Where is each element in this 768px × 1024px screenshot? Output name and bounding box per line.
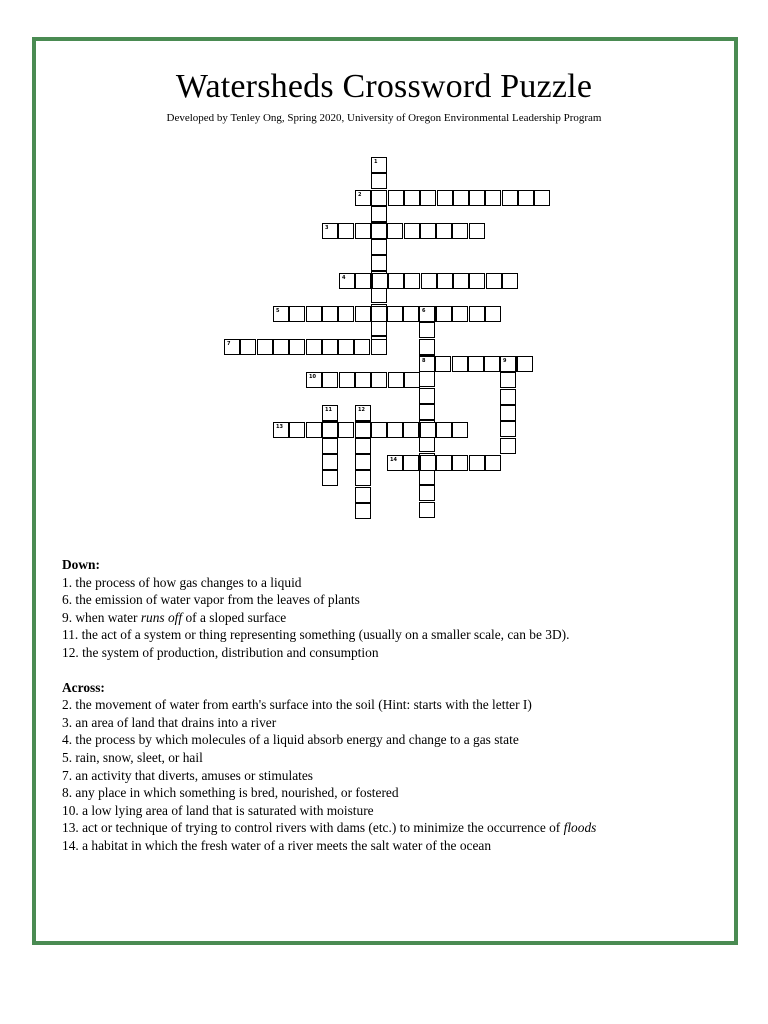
crossword-cell[interactable] <box>355 223 371 239</box>
crossword-cell[interactable] <box>371 422 387 438</box>
crossword-cell[interactable] <box>419 502 435 518</box>
crossword-cell[interactable] <box>500 421 516 437</box>
down-clue-list <box>62 574 722 662</box>
crossword-cell[interactable] <box>436 455 452 471</box>
crossword-cell[interactable] <box>437 190 453 206</box>
crossword-cell[interactable] <box>485 306 501 322</box>
clues-section <box>62 556 722 855</box>
crossword-cell[interactable] <box>436 223 452 239</box>
crossword-cell[interactable] <box>452 306 468 322</box>
crossword-cell[interactable] <box>289 306 305 322</box>
crossword-cell[interactable] <box>224 339 240 355</box>
clue-number: 10 <box>309 374 316 380</box>
crossword-cell[interactable] <box>273 339 289 355</box>
crossword-cell[interactable] <box>419 485 435 501</box>
clue-number: 6 <box>422 308 426 314</box>
down-clue: 1. the process of how gas changes to a liquid <box>62 574 302 590</box>
crossword-cell[interactable] <box>289 339 305 355</box>
crossword-cell[interactable] <box>338 422 354 438</box>
across-heading: Across: <box>62 679 105 695</box>
crossword-cell[interactable] <box>371 239 387 255</box>
crossword-cell[interactable] <box>468 356 484 372</box>
crossword-cell[interactable] <box>485 455 501 471</box>
crossword-cell[interactable] <box>355 306 371 322</box>
crossword-cell[interactable] <box>388 372 404 388</box>
crossword-cell[interactable] <box>403 422 419 438</box>
crossword-cell[interactable] <box>306 339 322 355</box>
crossword-cell[interactable] <box>273 422 289 438</box>
crossword-cell[interactable] <box>338 223 354 239</box>
crossword-cell[interactable] <box>322 339 338 355</box>
crossword-cell[interactable] <box>452 422 468 438</box>
crossword-cell[interactable] <box>485 190 501 206</box>
clue-number: 4 <box>342 275 346 281</box>
crossword-cell[interactable] <box>436 422 452 438</box>
across-clue: 13. act or technique of trying to control rivers with dams (etc.) to minimize the occurrence of floods <box>62 820 597 836</box>
crossword-cell[interactable] <box>469 190 485 206</box>
crossword-cell[interactable] <box>355 454 371 470</box>
crossword-cell[interactable] <box>500 405 516 421</box>
crossword-cell[interactable] <box>452 356 468 372</box>
crossword-cell[interactable] <box>419 322 435 338</box>
clue-number: 1 <box>374 159 378 165</box>
crossword-cell[interactable] <box>371 190 387 206</box>
crossword-cell[interactable] <box>404 190 420 206</box>
crossword-cell[interactable] <box>419 356 435 372</box>
crossword-cell[interactable] <box>469 306 485 322</box>
crossword-cell[interactable] <box>322 422 338 438</box>
crossword-cell[interactable] <box>371 320 387 336</box>
crossword-cell[interactable] <box>322 454 338 470</box>
crossword-cell[interactable] <box>419 371 435 387</box>
crossword-cell[interactable] <box>355 273 371 289</box>
clue-number: 7 <box>227 341 231 347</box>
crossword-cell[interactable] <box>518 190 534 206</box>
crossword-cell[interactable] <box>371 255 387 271</box>
crossword-cell[interactable] <box>322 405 338 421</box>
down-clue: 6. the emission of water vapor from the leaves of plants <box>62 592 360 608</box>
across-clue-list <box>62 696 722 854</box>
crossword-cell[interactable] <box>355 190 371 206</box>
crossword-cell[interactable] <box>306 306 322 322</box>
clue-number: 13 <box>276 424 283 430</box>
crossword-cell[interactable] <box>419 306 435 322</box>
crossword-cell[interactable] <box>419 339 435 355</box>
crossword-cell[interactable] <box>289 422 305 438</box>
crossword-cell[interactable] <box>502 273 518 289</box>
across-clue: 14. a habitat in which the fresh water of a river meets the salt water of the ocean <box>62 837 492 853</box>
crossword-cell[interactable] <box>387 306 403 322</box>
crossword-cell[interactable] <box>322 470 338 486</box>
crossword-cell[interactable] <box>453 190 469 206</box>
across-clue: 10. a low lying area of land that is saturated with moisture <box>62 802 374 818</box>
across-clue: 3. an area of land that drains into a river <box>62 714 277 730</box>
crossword-cell[interactable] <box>469 223 485 239</box>
down-clue: 11. the act of a system or thing representing something (usually on a smaller scale, can be 3D). <box>62 627 570 643</box>
crossword-cell[interactable] <box>257 339 273 355</box>
crossword-cell[interactable] <box>403 455 419 471</box>
crossword-cell[interactable] <box>355 438 371 454</box>
crossword-cell[interactable] <box>484 356 500 372</box>
crossword-cell[interactable] <box>355 372 371 388</box>
clue-number: 11 <box>325 407 332 413</box>
crossword-cell[interactable] <box>371 206 387 222</box>
crossword-cell[interactable] <box>387 422 403 438</box>
page-subtitle: Developed by Tenley Ong, Spring 2020, University of Oregon Environmental Leadership Program <box>166 112 602 124</box>
crossword-cell[interactable] <box>339 273 355 289</box>
crossword-cell[interactable] <box>371 223 387 239</box>
crossword-cell[interactable] <box>452 223 468 239</box>
crossword-cell[interactable] <box>322 438 338 454</box>
crossword-cell[interactable] <box>500 389 516 405</box>
crossword-cell[interactable] <box>403 306 419 322</box>
crossword-cell[interactable] <box>419 469 435 485</box>
crossword-cell[interactable] <box>500 356 516 372</box>
crossword-cell[interactable] <box>436 306 452 322</box>
crossword-cell[interactable] <box>371 372 387 388</box>
clue-number: 3 <box>325 225 329 231</box>
clue-number: 2 <box>358 192 362 198</box>
crossword-cell[interactable] <box>371 173 387 189</box>
crossword-cell[interactable] <box>453 273 469 289</box>
page-title: Watersheds Crossword Puzzle <box>175 68 593 105</box>
crossword-cell[interactable] <box>517 356 533 372</box>
crossword-cell[interactable] <box>322 372 338 388</box>
crossword-cell[interactable] <box>355 470 371 486</box>
crossword-cell[interactable] <box>420 455 436 471</box>
crossword-cell[interactable] <box>404 223 420 239</box>
crossword-cell[interactable] <box>371 157 387 173</box>
across-clue: 8. any place in which something is bred, nourished, or fostered <box>62 785 399 801</box>
crossword-cell[interactable] <box>355 503 371 519</box>
crossword-cell[interactable] <box>371 306 387 322</box>
crossword-cell[interactable] <box>420 190 436 206</box>
crossword-cell[interactable] <box>435 356 451 372</box>
crossword-cell[interactable] <box>500 372 516 388</box>
crossword-cell[interactable] <box>387 223 403 239</box>
clue-number: 14 <box>390 457 397 463</box>
crossword-cell[interactable] <box>534 190 550 206</box>
crossword-cell[interactable] <box>502 190 518 206</box>
crossword-cell[interactable] <box>322 223 338 239</box>
crossword-cell[interactable] <box>404 372 420 388</box>
crossword-cell[interactable] <box>452 455 468 471</box>
crossword-cell[interactable] <box>338 306 354 322</box>
crossword-cell[interactable] <box>469 273 485 289</box>
crossword-cell[interactable] <box>372 273 388 289</box>
crossword-cell[interactable] <box>420 223 436 239</box>
crossword-cell[interactable] <box>437 273 453 289</box>
crossword-cell[interactable] <box>420 422 436 438</box>
crossword-cell[interactable] <box>500 438 516 454</box>
crossword-cell[interactable] <box>240 339 256 355</box>
across-clue: 4. the process by which molecules of a liquid absorb energy and change to a gas state <box>62 732 519 748</box>
crossword-cell[interactable] <box>339 372 355 388</box>
crossword-cell[interactable] <box>387 455 403 471</box>
crossword-cell[interactable] <box>388 273 404 289</box>
crossword-cell[interactable] <box>355 422 371 438</box>
crossword-cell[interactable] <box>354 339 370 355</box>
crossword-cell[interactable] <box>306 372 322 388</box>
crossword-cell[interactable] <box>469 455 485 471</box>
crossword-cell[interactable] <box>355 405 371 421</box>
down-clue: 12. the system of production, distribution and consumption <box>62 644 379 660</box>
crossword-cell[interactable] <box>421 273 437 289</box>
crossword-cell[interactable] <box>419 404 435 420</box>
crossword-cell[interactable] <box>371 287 387 303</box>
clue-number: 12 <box>358 407 365 413</box>
across-clue: 7. an activity that diverts, amuses or stimulates <box>62 767 314 783</box>
crossword-cell[interactable] <box>419 436 435 452</box>
down-heading: Down: <box>62 557 100 572</box>
crossword-cell[interactable] <box>419 388 435 404</box>
crossword-cell[interactable] <box>355 487 371 503</box>
crossword-cell[interactable] <box>273 306 289 322</box>
across-clue: 2. the movement of water from earth's surface into the soil (Hint: starts with the letter I) <box>62 697 532 713</box>
across-clue: 5. rain, snow, sleet, or hail <box>62 749 203 765</box>
clue-number: 9 <box>503 358 507 364</box>
crossword-cell[interactable] <box>371 339 387 355</box>
clue-number: 5 <box>276 308 280 314</box>
crossword-cell[interactable] <box>388 190 404 206</box>
crossword-cell[interactable] <box>338 339 354 355</box>
crossword-cell[interactable] <box>486 273 502 289</box>
crossword-cell[interactable] <box>404 273 420 289</box>
clue-number: 8 <box>422 358 426 364</box>
crossword-cell[interactable] <box>322 306 338 322</box>
crossword-cell[interactable] <box>306 422 322 438</box>
down-clue: 9. when water runs off of a sloped surface <box>62 609 287 625</box>
